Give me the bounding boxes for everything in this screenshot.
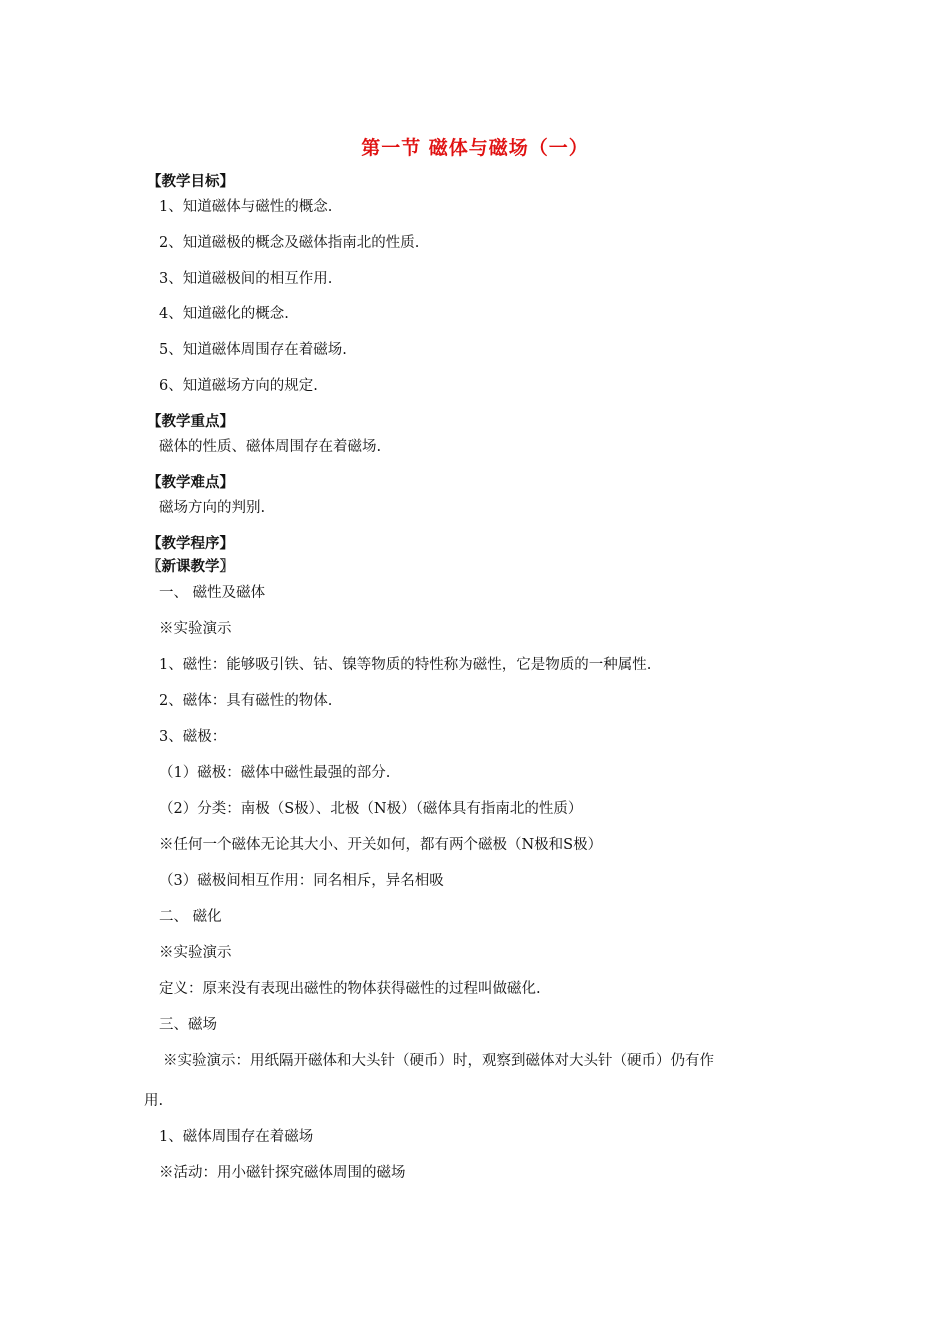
difficulty-text: 磁场方向的判别. bbox=[159, 500, 266, 516]
body-line: 定义：原来没有表现出磁性的物体获得磁性的过程叫做磁化. bbox=[159, 981, 541, 997]
page-title: 第一节 磁体与磁场（一） bbox=[361, 137, 589, 159]
difficulty-heading: 【教学难点】 bbox=[147, 475, 234, 491]
body-line: （2）分类：南极（S极）、北极（N极）（磁体具有指南北的性质） bbox=[159, 801, 583, 817]
section-three-heading: 三、磁场 bbox=[159, 1017, 217, 1033]
body-line: 2、磁体：具有磁性的物体. bbox=[159, 693, 333, 709]
body-line: （3）磁极间相互作用：同名相斥，异名相吸 bbox=[159, 873, 444, 889]
body-line: 3、磁极： bbox=[159, 729, 227, 745]
body-line: 1、磁性：能够吸引铁、钴、镍等物质的特性称为磁性，它是物质的一种属性. bbox=[159, 657, 652, 673]
body-line: ※实验演示：用纸隔开磁体和大头针（硬币）时，观察到磁体对大头针（硬币）仍有作 bbox=[163, 1053, 714, 1069]
section-two-heading: 二、 磁化 bbox=[159, 909, 222, 925]
body-line: （1）磁极：磁体中磁性最强的部分. bbox=[159, 765, 391, 781]
key-points-text: 磁体的性质、磁体周围存在着磁场. bbox=[159, 439, 382, 455]
key-points-heading: 【教学重点】 bbox=[147, 414, 234, 430]
objective-item: 3、知道磁极间的相互作用. bbox=[159, 271, 333, 287]
body-line: ※实验演示 bbox=[159, 945, 232, 961]
body-line: ※实验演示 bbox=[159, 621, 232, 637]
objective-item: 4、知道磁化的概念. bbox=[159, 306, 289, 322]
objective-item: 6、知道磁场方向的规定. bbox=[159, 378, 318, 394]
objective-item: 1、知道磁体与磁性的概念. bbox=[159, 199, 333, 215]
body-line: 用. bbox=[144, 1093, 164, 1109]
body-line: ※活动：用小磁针探究磁体周围的磁场 bbox=[159, 1165, 406, 1181]
new-lesson-heading: 〖新课教学〗 bbox=[147, 559, 234, 575]
section-one-heading: 一、 磁性及磁体 bbox=[159, 585, 266, 601]
objective-item: 5、知道磁体周围存在着磁场. bbox=[159, 342, 347, 358]
procedure-heading: 【教学程序】 bbox=[147, 536, 234, 552]
objectives-heading: 【教学目标】 bbox=[147, 174, 234, 190]
objective-item: 2、知道磁极的概念及磁体指南北的性质. bbox=[159, 235, 420, 251]
body-line: 1、磁体周围存在着磁场 bbox=[159, 1129, 314, 1145]
body-line: ※任何一个磁体无论其大小、开关如何，都有两个磁极（N极和S极） bbox=[159, 837, 603, 853]
